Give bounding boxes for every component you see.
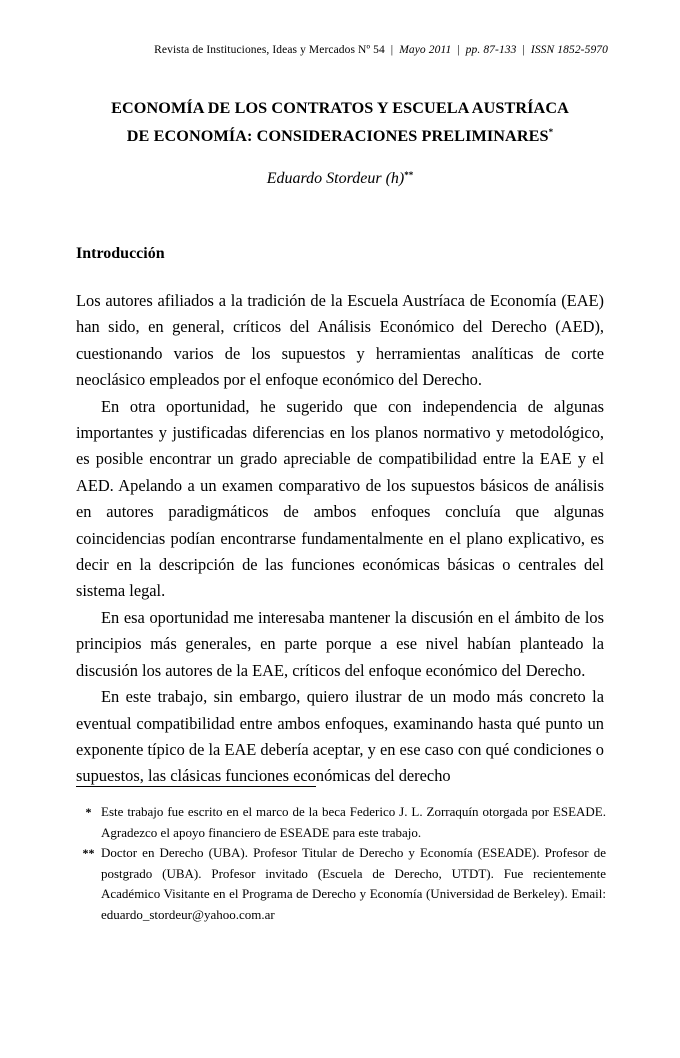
title-line-2: DE ECONOMÍA: CONSIDERACIONES PRELIMINARES bbox=[126, 127, 549, 145]
paragraph: En otra oportunidad, he sugerido que con independencia de algunas importantes y justificadas diferencias en los planos normativo y metodológico, es posible encontrar un grado apreciable de compatibilidad entre la EAE y el AED. Apelando a un examen comparativo de los supuestos básicos de análisis en autores paradigmáticos de ambos enfoques concluía que algunas coincidencias podían encontrarse fundamentalmente en el plano explicativo, es decir en la descripción de las funciones económicas básicas o centrales del sistema legal. bbox=[76, 396, 604, 601]
author-name: Eduardo Stordeur (h) bbox=[266, 170, 405, 187]
paragraph: En este trabajo, sin embargo, quiero ilustrar de un modo más concreto la eventual compatibilidad entre ambos enfoques, examinando hasta qué punto un exponente típico de la EAE debería aceptar, y en ese caso con qué condiciones o supuestos, las clásicas funciones económicas del derecho bbox=[76, 687, 604, 786]
footnote-mark: * bbox=[85, 805, 92, 819]
header-separator: | bbox=[457, 44, 460, 56]
footnote-item bbox=[76, 843, 606, 925]
footnote-text: Este trabajo fue escrito en el marco de la beca Federico J. L. Zorraquín otorgada por ESEADE. Agradezco el apoyo financiero de ESEADE para este trabajo. bbox=[101, 804, 606, 840]
issue-date: Mayo 2011 bbox=[399, 44, 452, 56]
section-heading: Introducción bbox=[76, 245, 165, 262]
header-separator: | bbox=[522, 44, 525, 56]
footnote-divider bbox=[76, 786, 316, 787]
author-line bbox=[60, 170, 620, 188]
header-separator: | bbox=[390, 44, 394, 56]
body-text bbox=[76, 288, 604, 790]
footnote-text: Doctor en Derecho (UBA). Profesor Titular de Derecho y Economía (ESEADE). Profesor de postgrado (UBA). Profesor invitado (Escuela de Derecho, UTDT). Fue recientemente Académico Visitante en el Programa de Derecho y Economía (Universidad de Berkeley). Email: eduardo_stordeur@yahoo.com.ar bbox=[101, 845, 606, 922]
paragraph: Los autores afiliados a la tradición de la Escuela Austríaca de Economía (EAE) han sido, en general, críticos del Análisis Económico del Derecho (AED), cuestionando varios de los supuestos y herramientas analíticas de corte neoclásico empleados por el enfoque económico del Derecho. bbox=[76, 291, 604, 390]
author-footnote-mark[interactable]: ** bbox=[404, 170, 414, 180]
title-line-1: ECONOMÍA DE LOS CONTRATOS Y ESCUELA AUSTRÍACA bbox=[111, 99, 569, 117]
title-footnote-mark[interactable]: * bbox=[548, 127, 554, 137]
issn: ISSN 1852-5970 bbox=[530, 44, 608, 56]
journal-name: Revista de Instituciones, Ideas y Mercados Nº 54 bbox=[154, 44, 385, 56]
footnote-item bbox=[76, 802, 606, 843]
running-header bbox=[154, 44, 608, 56]
paragraph: En esa oportunidad me interesaba mantener la discusión en el ámbito de los principios más generales, en parte porque a ese nivel habían planteado la discusión los autores de la EAE, críticos del enfoque económico del Derecho. bbox=[76, 607, 604, 680]
footnote-mark: ** bbox=[82, 846, 95, 860]
footnotes bbox=[76, 802, 606, 925]
article-title bbox=[60, 96, 620, 148]
page-range: pp. 87-133 bbox=[465, 44, 517, 56]
